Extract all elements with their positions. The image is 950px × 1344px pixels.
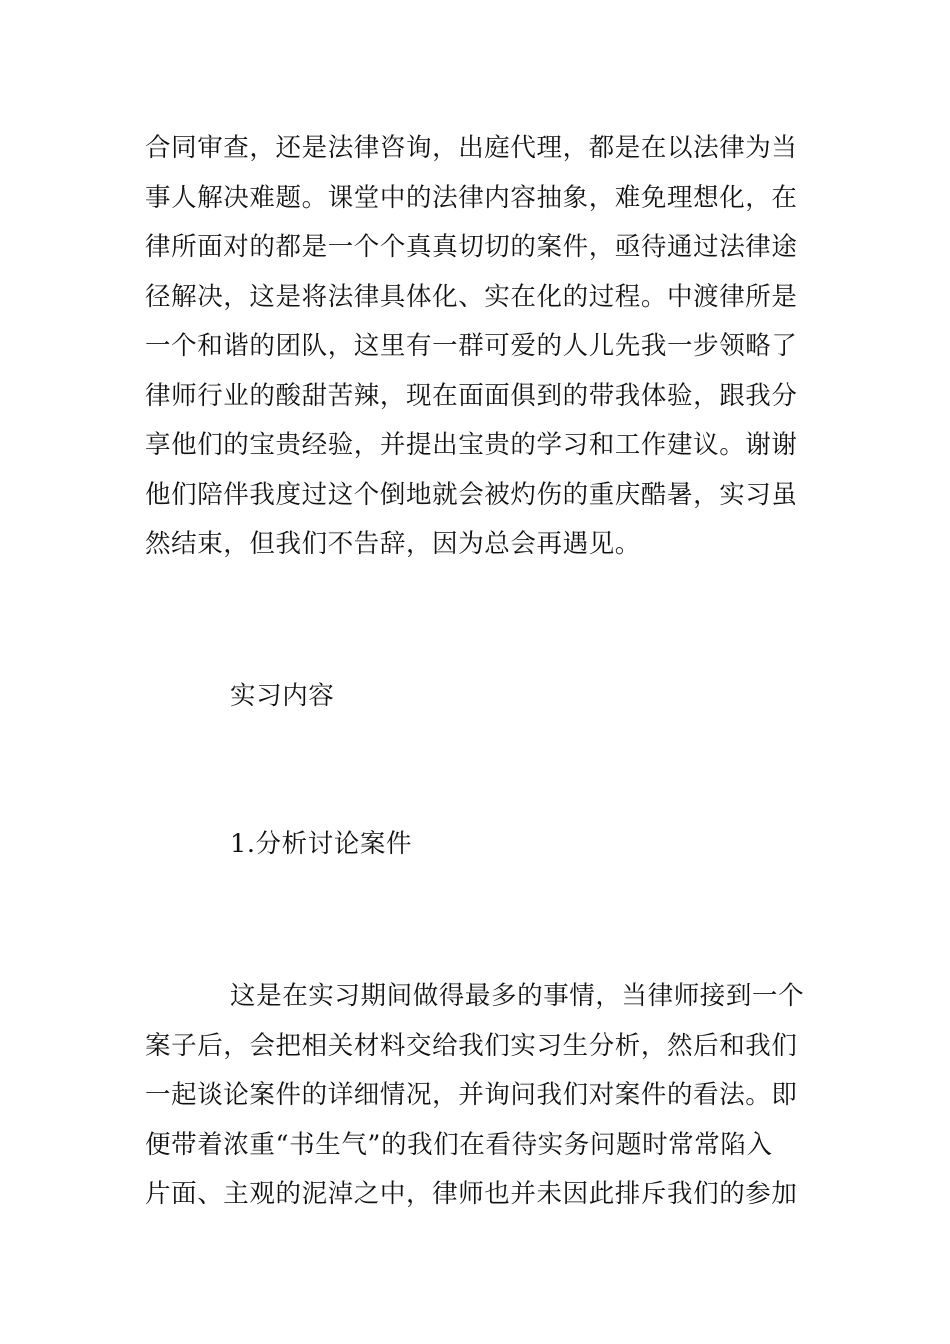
paragraph-line: 片面、主观的泥淖之中，律师也并未因此排斥我们的参加: [145, 1179, 798, 1209]
paragraph-line: 享他们的宝贵经验，并提出宝贵的学习和工作建议。谢谢: [145, 430, 798, 460]
paragraph-line: 合同审查，还是法律咨询，出庭代理，都是在以法律为当: [145, 133, 798, 163]
paragraph-line: 这是在实习期间做得最多的事情，当律师接到一个: [230, 981, 805, 1011]
paragraph-line: 径解决，这是将法律具体化、实在化的过程。中渡律所是: [145, 281, 798, 312]
paragraph-line: 他们陪伴我度过这个倒地就会被灼伤的重庆酷暑，实习虽: [145, 479, 798, 510]
paragraph-line: 一个和谐的团队，这里有一群可爱的人儿先我一步领略了: [145, 331, 798, 361]
subsection-heading: 1.分析讨论案件: [230, 829, 413, 859]
paragraph-line: 律所面对的都是一个个真真切切的案件，亟待通过法律途: [145, 232, 798, 262]
body-paragraph: [145, 124, 810, 570]
section-heading: 实习内容: [230, 681, 335, 711]
paragraph-line: 事人解决难题。课堂中的法律内容抽象，难免理想化，在: [145, 182, 798, 213]
paragraph-line: 律师行业的酸甜苦辣，现在面面俱到的带我体验，跟我分: [145, 380, 798, 411]
paragraph-line: 一起谈论案件的详细情况，并询问我们对案件的看法。即: [145, 1080, 798, 1110]
paragraph-line: 便带着浓重“书生气”的我们在看待实务问题时常常陷入: [145, 1129, 773, 1160]
paragraph-line: 然结束，但我们不告辞，因为总会再遇见。: [145, 529, 641, 559]
body-paragraph: [145, 972, 810, 1220]
paragraph-line: 案子后，会把相关材料交给我们实习生分析，然后和我们: [145, 1030, 798, 1061]
